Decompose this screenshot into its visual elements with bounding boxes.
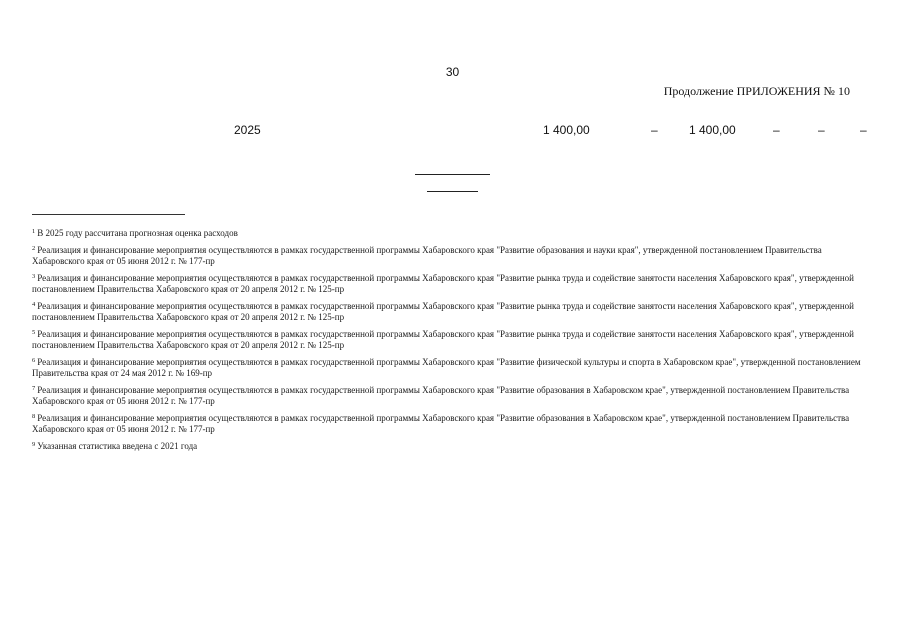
footnote-mark: 4 bbox=[32, 301, 36, 308]
footnotes bbox=[32, 226, 874, 456]
footnote-mark: 8 bbox=[32, 413, 36, 420]
footnote-separator bbox=[32, 214, 185, 215]
footnote-mark: 2 bbox=[32, 245, 36, 252]
footnote-text: В 2025 году рассчитана прогнозная оценка расходов bbox=[37, 228, 238, 238]
footnote bbox=[32, 327, 874, 351]
footnote-text: Реализация и финансирование мероприятия осуществляются в рамках государственной программы Хабаровского края "Развитие образования и науки края", утвержденной постановлением Правительства Хабаровского края от 05 июня 2012 г. № 177-пр bbox=[32, 245, 822, 266]
footnote-mark: 9 bbox=[32, 441, 36, 448]
footnote-text: Реализация и финансирование мероприятия осуществляются в рамках государственной программы Хабаровского края "Развитие образования в Хабаровском крае", утвержденной постановлением Правительства Хабаровского края от 05 июня 2012 г. № 177-пр bbox=[32, 385, 850, 406]
row-amount-2: 1 400,00 bbox=[689, 123, 736, 137]
footnote-mark: 7 bbox=[32, 385, 36, 392]
row-year: 2025 bbox=[234, 123, 261, 137]
table-row bbox=[0, 123, 905, 139]
footnote-text: Реализация и финансирование мероприятия осуществляются в рамках государственной программы Хабаровского края "Развитие рынка труда и содействие занятости населения Хабаровского края", утвержденной постановлением Правительства Хабаровского края от 20 апреля 2012 г. № 125-пр bbox=[32, 273, 854, 294]
closing-rule-short bbox=[427, 191, 478, 192]
footnote bbox=[32, 439, 874, 452]
appendix-continuation-title: Продолжение ПРИЛОЖЕНИЯ № 10 bbox=[663, 84, 850, 98]
footnote bbox=[32, 411, 874, 435]
footnote bbox=[32, 299, 874, 323]
footnote bbox=[32, 355, 874, 379]
footnote-text: Указанная статистика введена с 2021 года bbox=[37, 441, 198, 451]
footnote-mark: 5 bbox=[32, 329, 36, 336]
row-dash-3: – bbox=[818, 123, 825, 137]
footnote-text: Реализация и финансирование мероприятия осуществляются в рамках государственной программы Хабаровского края "Развитие физической культуры и спорта в Хабаровском крае", утвержденной постановлением Правительства края от 24 мая 2012 г. № 169-пр bbox=[32, 357, 861, 378]
closing-rule-long bbox=[415, 174, 490, 175]
footnote-mark: 1 bbox=[32, 228, 36, 235]
row-amount-total: 1 400,00 bbox=[543, 123, 590, 137]
row-dash-1: – bbox=[651, 123, 658, 137]
footnote-mark: 3 bbox=[32, 273, 36, 280]
row-dash-4: – bbox=[860, 123, 867, 137]
footnote bbox=[32, 383, 874, 407]
footnote bbox=[32, 243, 874, 267]
footnote bbox=[32, 226, 874, 239]
footnote-text: Реализация и финансирование мероприятия осуществляются в рамках государственной программы Хабаровского края "Развитие образования в Хабаровском крае", утвержденной постановлением Правительства Хабаровского края от 05 июня 2012 г. № 177-пр bbox=[32, 413, 850, 434]
footnote bbox=[32, 271, 874, 295]
footnote-text: Реализация и финансирование мероприятия осуществляются в рамках государственной программы Хабаровского края "Развитие рынка труда и содействие занятости населения Хабаровского края", утвержденной постановлением Правительства Хабаровского края от 20 апреля 2012 г. № 125-пр bbox=[32, 329, 854, 350]
footnote-mark: 6 bbox=[32, 357, 36, 364]
row-dash-2: – bbox=[773, 123, 780, 137]
footnote-text: Реализация и финансирование мероприятия осуществляются в рамках государственной программы Хабаровского края "Развитие рынка труда и содействие занятости населения Хабаровского края", утвержденной постановлением Правительства Хабаровского края от 20 апреля 2012 г. № 125-пр bbox=[32, 301, 854, 322]
page-number: 30 bbox=[445, 65, 460, 79]
